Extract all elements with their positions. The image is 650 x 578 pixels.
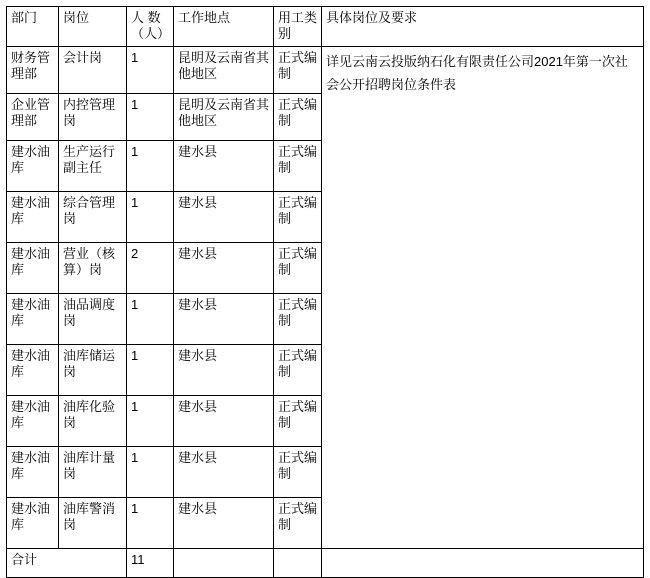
cell-department: 建水油库 xyxy=(7,140,59,191)
cell-employment-type: 正式编制 xyxy=(274,344,322,395)
cell-department: 企业管理部 xyxy=(7,93,59,140)
cell-location: 昆明及云南省其他地区 xyxy=(174,46,274,93)
table-row xyxy=(7,46,644,93)
cell-department: 建水油库 xyxy=(7,344,59,395)
cell-department: 建水油库 xyxy=(7,395,59,446)
cell-employment-type: 正式编制 xyxy=(274,93,322,140)
column-header-location: 工作地点 xyxy=(174,7,274,47)
cell-employment-type: 正式编制 xyxy=(274,191,322,242)
cell-employment-type: 正式编制 xyxy=(274,46,322,93)
cell-employment-type: 正式编制 xyxy=(274,140,322,191)
cell-count: 1 xyxy=(127,497,174,548)
column-header-position: 岗位 xyxy=(59,7,127,47)
table-header xyxy=(7,7,644,47)
cell-count: 1 xyxy=(127,293,174,344)
cell-count: 1 xyxy=(127,446,174,497)
column-header-requirements: 具体岗位及要求 xyxy=(322,7,644,47)
cell-department: 建水油库 xyxy=(7,446,59,497)
total-count: 11 xyxy=(127,548,174,577)
cell-count: 1 xyxy=(127,344,174,395)
cell-department: 建水油库 xyxy=(7,242,59,293)
cell-location: 建水县 xyxy=(174,446,274,497)
cell-position: 会计岗 xyxy=(59,46,127,93)
recruitment-table xyxy=(6,6,644,578)
cell-position: 营业（核算）岗 xyxy=(59,242,127,293)
cell-employment-type: 正式编制 xyxy=(274,497,322,548)
cell-department: 财务管理部 xyxy=(7,46,59,93)
cell-location: 建水县 xyxy=(174,344,274,395)
cell-department: 建水油库 xyxy=(7,191,59,242)
cell-count: 1 xyxy=(127,140,174,191)
cell-employment-type: 正式编制 xyxy=(274,446,322,497)
cell-count: 1 xyxy=(127,395,174,446)
cell-employment-type: 正式编制 xyxy=(274,242,322,293)
cell-count: 1 xyxy=(127,46,174,93)
total-label: 合计 xyxy=(7,548,127,577)
cell-position: 生产运行副主任 xyxy=(59,140,127,191)
cell-requirements-note: 详见云南云投版纳石化有限责任公司2021年第一次社会公开招聘岗位条件表 xyxy=(322,46,644,548)
cell-location: 建水县 xyxy=(174,140,274,191)
column-header-department: 部门 xyxy=(7,7,59,47)
cell-position: 油库计量岗 xyxy=(59,446,127,497)
cell-position: 油库化验岗 xyxy=(59,395,127,446)
cell-location: 建水县 xyxy=(174,395,274,446)
cell-location: 建水县 xyxy=(174,497,274,548)
cell-count: 2 xyxy=(127,242,174,293)
total-employment-type-blank xyxy=(274,548,322,577)
table-total-row xyxy=(7,548,644,577)
table-body xyxy=(7,46,644,577)
cell-position: 油库警消岗 xyxy=(59,497,127,548)
cell-count: 1 xyxy=(127,191,174,242)
cell-employment-type: 正式编制 xyxy=(274,395,322,446)
cell-location: 建水县 xyxy=(174,242,274,293)
cell-count: 1 xyxy=(127,93,174,140)
cell-employment-type: 正式编制 xyxy=(274,293,322,344)
column-header-employment-type: 用工类别 xyxy=(274,7,322,47)
cell-location: 建水县 xyxy=(174,191,274,242)
cell-location: 昆明及云南省其他地区 xyxy=(174,93,274,140)
cell-position: 油品调度岗 xyxy=(59,293,127,344)
cell-position: 油库储运岗 xyxy=(59,344,127,395)
cell-department: 建水油库 xyxy=(7,293,59,344)
cell-department: 建水油库 xyxy=(7,497,59,548)
total-requirements-blank xyxy=(322,548,644,577)
cell-position: 内控管理岗 xyxy=(59,93,127,140)
column-header-count: 人 数（人） xyxy=(127,7,174,47)
total-location-blank xyxy=(174,548,274,577)
table-header-row xyxy=(7,7,644,47)
cell-location: 建水县 xyxy=(174,293,274,344)
cell-position: 综合管理岗 xyxy=(59,191,127,242)
